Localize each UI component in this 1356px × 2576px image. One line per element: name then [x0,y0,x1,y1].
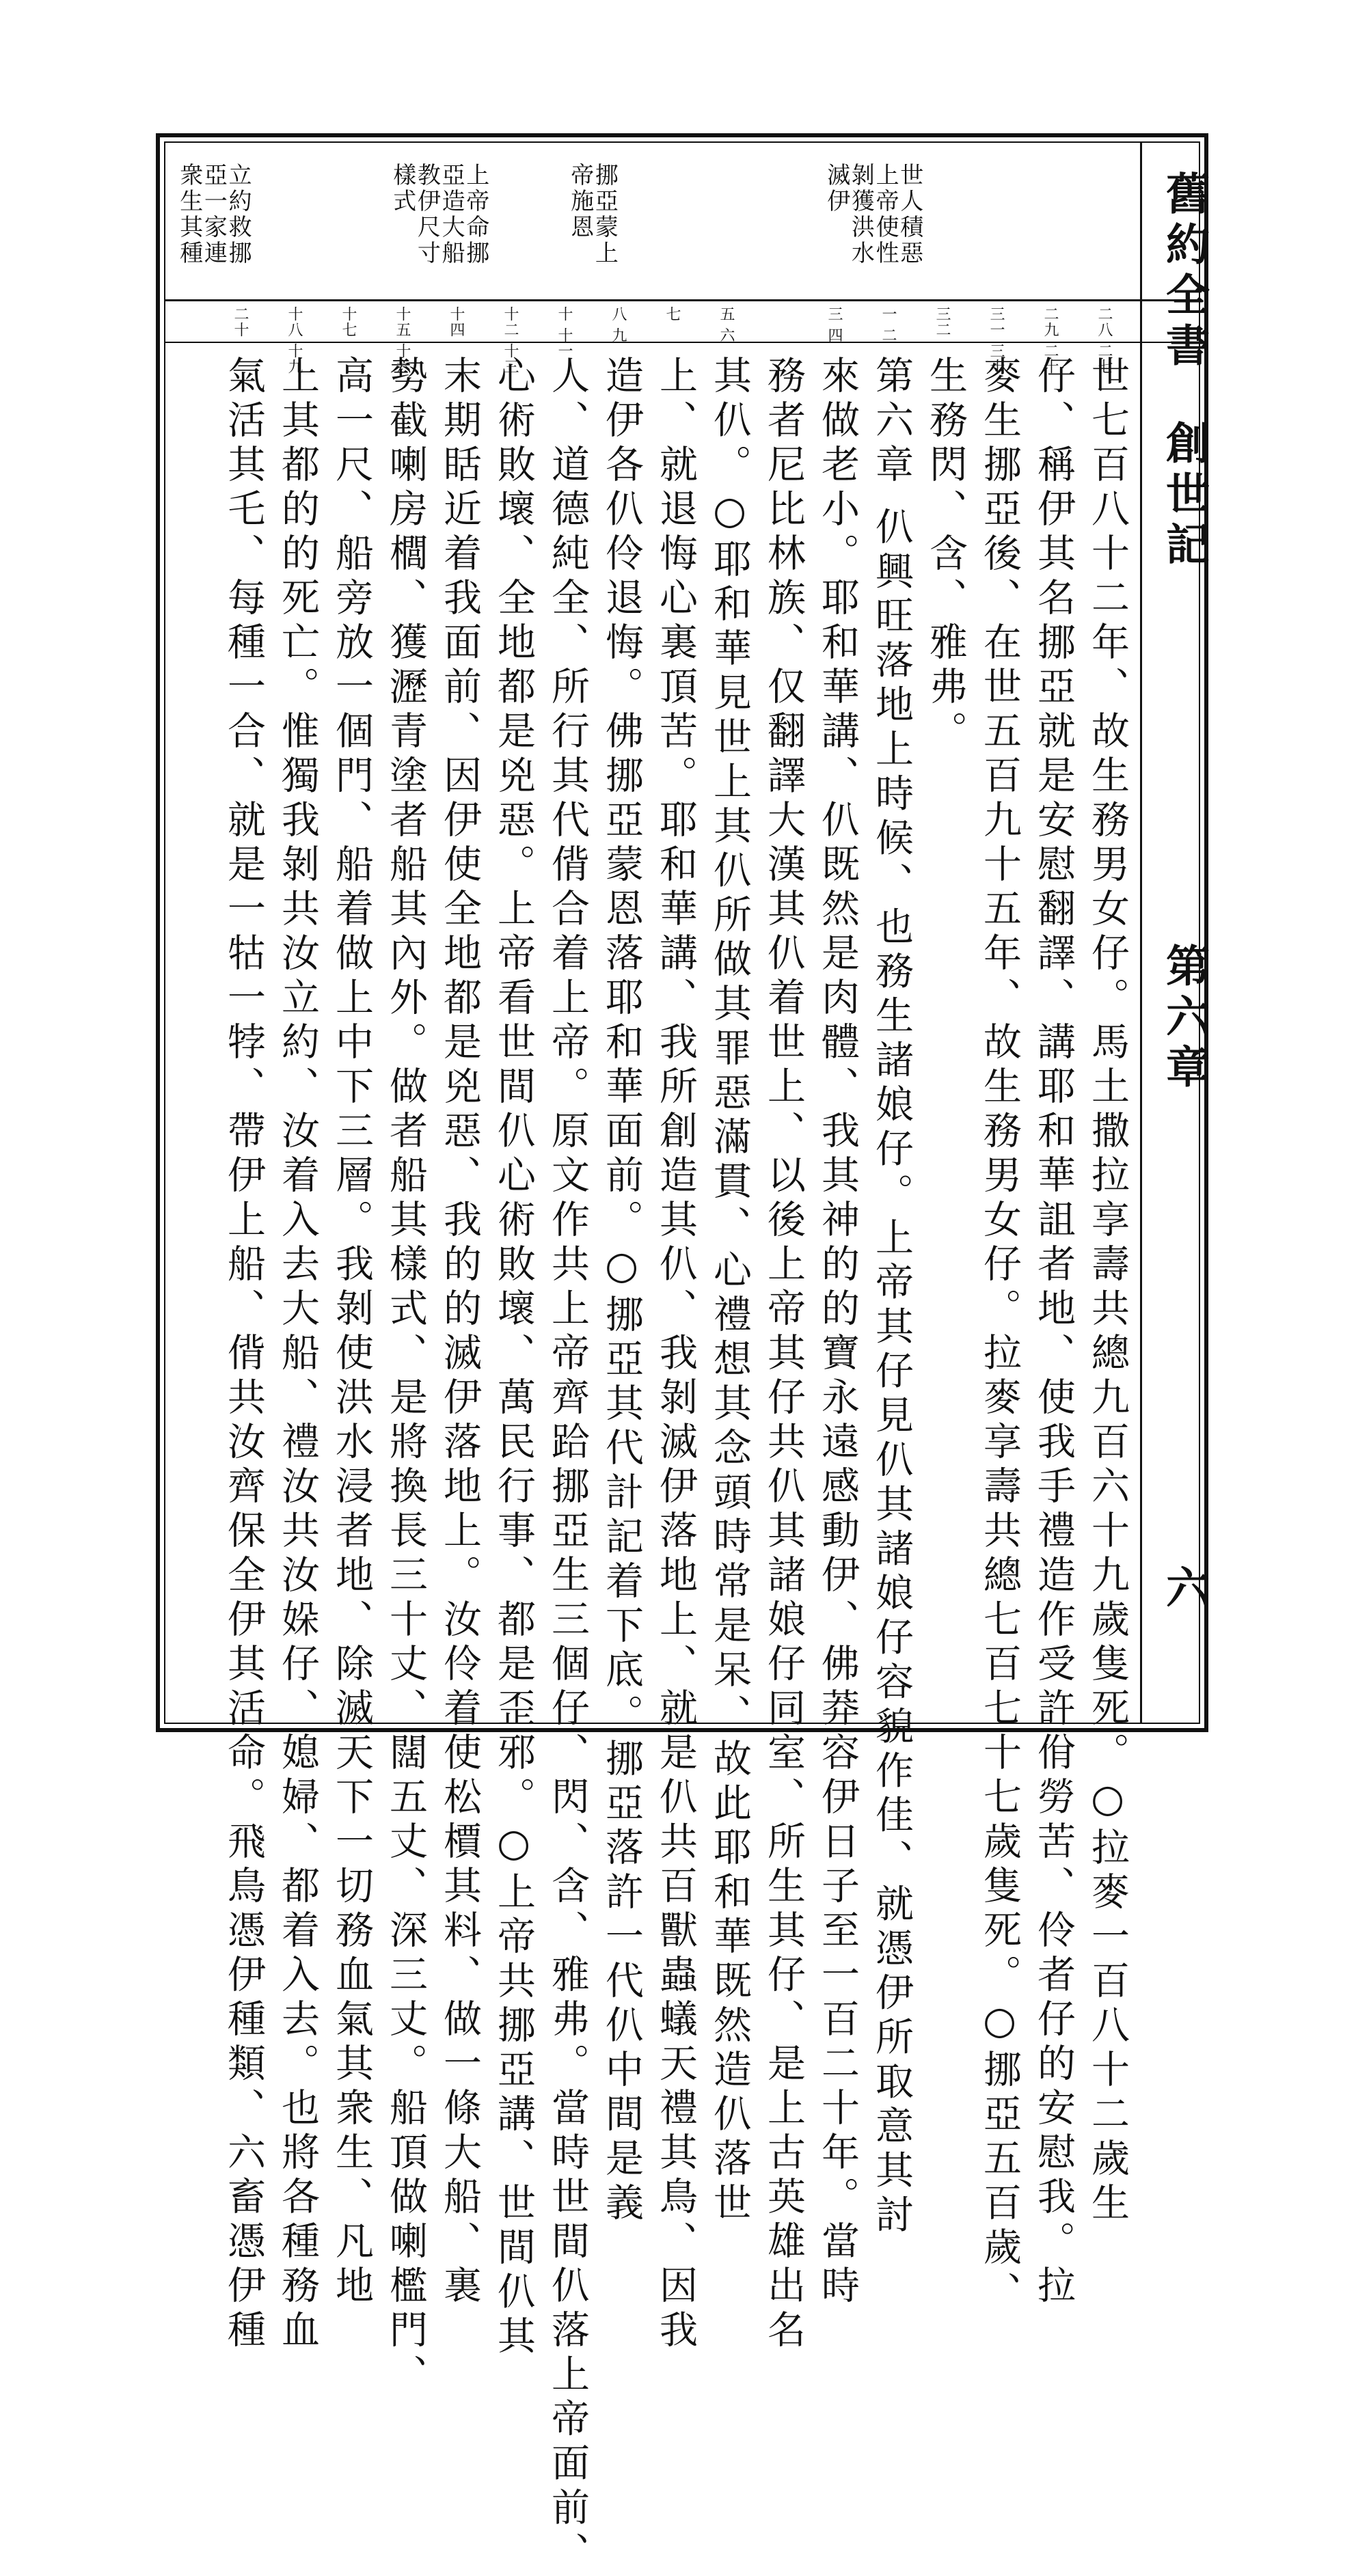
verse-index: 十 十一 [556,306,573,359]
text-column: 務者尼比林族、仅翻譯大漢其仈着世上、以後上帝其仔共仈其諸娘仔同室、所生其仔、是上古英雄出名 [761,355,806,2354]
verse-index: 十四 [448,306,465,338]
verse-index: 五 六 [718,306,735,343]
chapter-title: 第六章 [1158,943,1210,1095]
text-column: 人、道德純全、所行其代偝合着上帝。原文作共上帝齊跲挪亞生三個仔、閃、含、雅弗。當時世間仈落上帝面前、 [545,355,590,2576]
text-column: 勢截喇房櫚、獲瀝青塗者船其內外。做者船其樣式、是將換長三十丈、闊五丈、深三丈。船頂做喇檻門、 [383,355,428,2398]
text-column: 來做老小。耶和華講、仈既然是肉體、我其神的的寶永遠感動伊、佛莽容伊日子至一百二十年。當時 [815,355,860,2310]
top-note: 立約救挪 亞一家連 衆生其種 [175,163,252,266]
header-divider [1140,141,1142,1724]
book-title: 舊約全書 [1158,171,1210,373]
text-column: 末期䀨近着我面前、因伊使全地都是兇惡、我的的滅伊落地上。汝伶着使松檟其料、做一條大船、裏 [437,355,482,2310]
text-column: 仔、稱伊其名挪亞就是安慰翻譯、講耶和華詛者地、使我手禮造作受許佾勞苦、伶者仔的安慰我。拉 [1031,355,1076,2310]
verse-index: 三 四 [826,306,843,343]
verse-index: 三二 [934,306,951,338]
notes-divider [164,299,1200,301]
book-name: 創世記 [1158,420,1210,572]
verse-index: 十二 十三 [502,306,519,374]
verse-index: 二十 [232,306,249,338]
text-column: 麥生挪亞後、在世五百九十五年、故生務男女仔。拉麥享壽共總七百七十七歲隻死。○挪亞五百歲、 [977,355,1022,2316]
text-column: 上其都的的死亡。惟獨我剝共汝立約、汝着入去大船、禮汝共汝㛊仔、媳婦、都着入去。也將各種務血 [275,355,320,2354]
text-column: 心術敗壞、全地都是兇惡。上帝看世間仈心術敗壞、萬民行事、都是歪邪。○上帝共挪亞講、世間仈其 [491,355,536,2360]
text-column: 造伊各仈伶退悔。佛挪亞蒙恩落耶和華面前。○挪亞其代計記着下底。挪亞落許一代仈中間是義 [599,355,644,2227]
top-note: 世人積惡 上帝使性 剝獲洪水 滅伊 [822,163,923,266]
text-column: 氣活其乇、每種一合、就是一牯一㹀、帶伊上船、偝共汝齊保全伊其活命。飛鳥憑伊種類、六畜憑伊種 [221,355,266,2354]
verse-index: 七 [664,306,681,322]
text-column: 上、就退悔心裏頂苦。耶和華講、我所創造其仈、我剝滅伊落地上、就是仈共百獸蟲蟻天禮其鳥、因我 [653,355,698,2354]
verse-index: 三一 三十 [988,306,1005,374]
text-column: 其仈。○耶和華見世上其仈所做其罪惡滿貫、心禮想其念頭時常是呆、故此耶和華既然造仈落世 [707,355,752,2227]
text-column: 生務閃、含、雅弗。 [923,355,968,755]
text-column: 世七百八十二年、故生務男女仔。馬土撒拉享壽共總九百六十九歲隻死。○拉麥一百八十二歲生 [1085,355,1130,2227]
verse-index: 十七 [340,306,357,338]
verse-index: 八 九 [610,306,627,343]
page-number: 六 [1158,1565,1210,1615]
verse-index: 十八 十九 [286,306,303,374]
verse-index: 十五 十六 [394,306,411,374]
verse-index: 二八 二七 [1096,306,1113,374]
top-note: 挪亞蒙上 帝施恩 [566,163,619,266]
verse-index: 二九 二十 [1042,306,1059,374]
top-note: 上帝命挪 亞造大船 教伊尺寸 樣式 [388,163,489,266]
text-column: 第六章 仈興旺落地上時候、也務生諸娘仔。上帝其仔見仈其諸娘仔容貌作佳、就憑伊所取意其討 [869,355,914,2239]
text-column: 高一尺、船旁放一個門、船着做上中下三層。我剝使洪水浸者地、除滅天下一切務血氣其衆生、凡地 [329,355,374,2310]
verse-index: 一 二 [880,306,897,343]
